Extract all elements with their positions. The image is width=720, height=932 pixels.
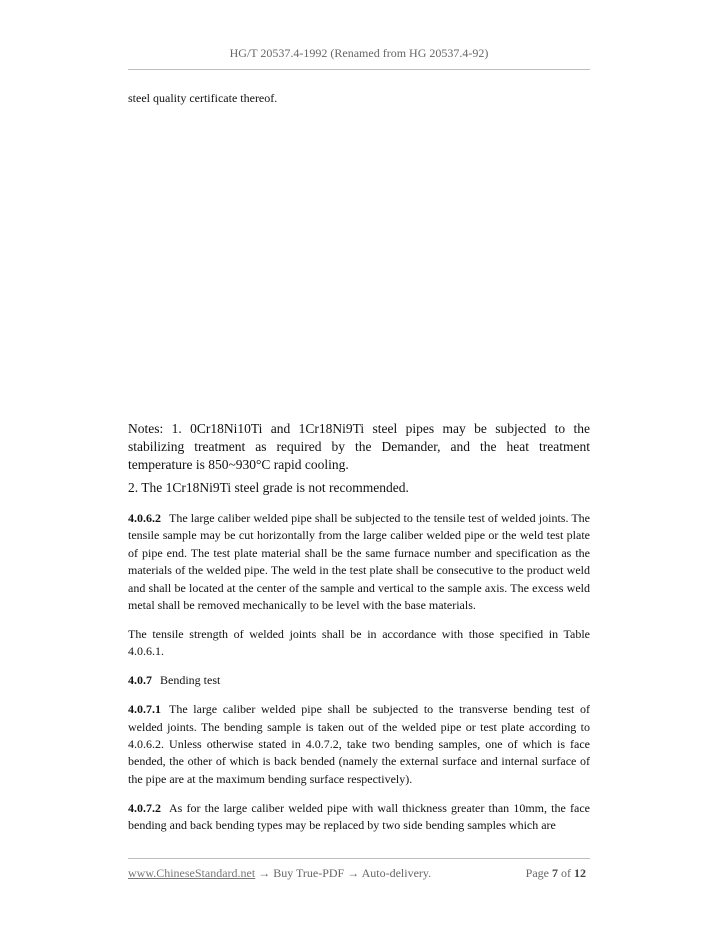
page-number: 7: [552, 866, 558, 880]
note-1: Notes: 1. 0Cr18Ni10Ti and 1Cr18Ni9Ti steel pipes may be subjected to the stabilizing treatment as required by the Demander, and the heat treatment temperature is 850~930°C rapid cooling.: [128, 421, 590, 472]
clause-text: The large caliber welded pipe shall be subjected to the transverse bending test of welded joints. The bending sample is taken out of the welded pipe or test plate according to 4.0.6.2. Unless otherwise stated in 4.0.7.2, take two bending samples, one of which is face bended, the other of which is back bended (namely the external surface and internal surface of the pipe are at the maximum bending surface respectively).: [128, 702, 590, 786]
arrow-right-icon: →: [347, 866, 360, 880]
running-header: HG/T 20537.4-1992 (Renamed from HG 20537.4-92): [229, 46, 489, 60]
page-label: Page: [525, 866, 549, 880]
section-4-0-7-1: [128, 701, 590, 788]
notes-block: [128, 420, 590, 497]
clause-number: 4.0.7.1: [128, 702, 161, 717]
clause-text: As for the large caliber welded pipe with wall thickness greater than 10mm, the face bending and back bending types may be replaced by two side bending samples which are: [128, 800, 590, 833]
clause-text: The large caliber welded pipe shall be subjected to the tensile test of welded joints. The tensile sample may be cut horizontally from the large caliber welded pipe or the weld test plate of pipe end. The test plate material shall be the same furnace number and specification as the materials of the welded pipe. The weld in the test plate shall be consecutive to the product weld and shall be located at the center of the sample and vertical to the sample axis. The excess weld metal shall be removed mechanically to be level with the base materials.: [128, 511, 590, 613]
header-rule: [128, 69, 590, 70]
section-4-0-6-2: [128, 510, 590, 614]
buy-pdf-text: Buy True-PDF: [273, 866, 345, 880]
note-2: 2. The 1Cr18Ni9Ti steel grade is not recommended.: [128, 480, 409, 495]
of-label: of: [561, 866, 571, 880]
page-indicator: [526, 866, 586, 881]
site-link[interactable]: www.ChineseStandard.net: [128, 866, 256, 880]
body-text: [128, 510, 590, 846]
section-4-0-7: [128, 672, 590, 689]
section-4-0-7-2: [128, 800, 590, 835]
intro-block: [128, 90, 590, 108]
intro-text: steel quality certificate thereof.: [128, 91, 278, 105]
clause-number: 4.0.6.2: [128, 511, 161, 525]
arrow-right-icon: →: [258, 866, 271, 880]
page-total: 12: [574, 866, 586, 880]
clause-number: 4.0.7.2: [128, 800, 161, 815]
clause-number: 4.0.7: [128, 673, 152, 688]
footer-rule: [128, 858, 590, 859]
footer-links: [128, 866, 431, 881]
auto-delivery-text: Auto-delivery.: [361, 866, 432, 880]
clause-heading: Bending test: [160, 673, 221, 688]
paragraph-tensile-strength: [128, 626, 590, 661]
paragraph-text: The tensile strength of welded joints shall be in accordance with those specified in Table 4.0.6.1.: [128, 626, 590, 659]
